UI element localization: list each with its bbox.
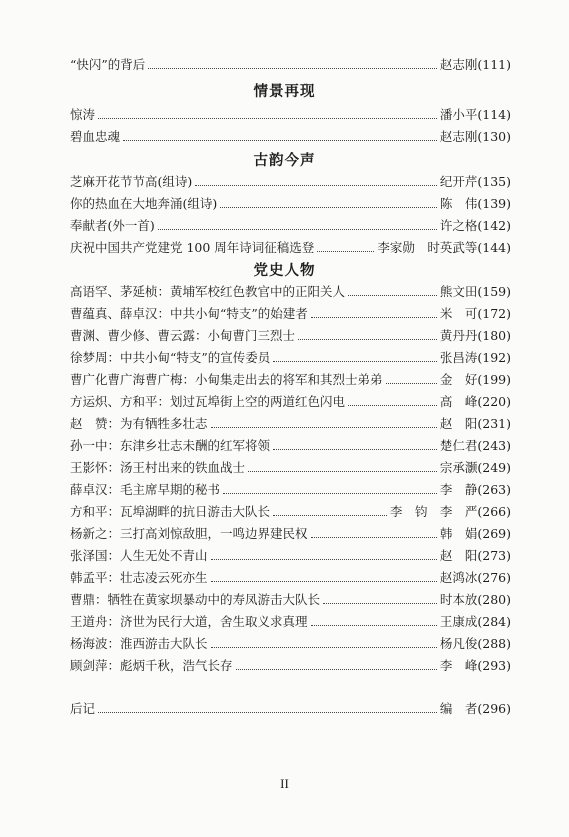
leader-dots [311,625,437,626]
toc-entry-title: 杨海波：淮西游击大队长 [70,636,208,651]
toc-entry-author-page: 赵 阳(273) [439,548,511,563]
leader-dots [323,603,437,604]
toc-entry-title: 王道舟：济世为民行大道，舍生取义求真理 [70,614,308,629]
section-heading: 情景再现 [253,83,316,100]
toc-entry-author-page: 编 者(296) [439,701,511,716]
section-heading: 古韵今声 [253,152,316,169]
toc-entry-author-page: 李 静(263) [439,482,511,497]
toc-entry-title: 方和平：瓦埠湖畔的抗日游击大队长 [70,504,271,519]
toc-entry[interactable] [70,214,511,234]
toc-entry-title: 王影怀：汤王村出来的铁血战士 [70,460,246,475]
toc-entry-title: 杨新之：三打高刘惊敌胆，一鸣边界建民权 [70,526,308,541]
toc-entry[interactable] [70,588,511,608]
toc-entry[interactable] [70,456,511,476]
toc-entry-author-page: 赵鸿冰(276) [439,570,511,585]
toc-entry[interactable] [70,302,511,322]
toc-entry[interactable] [70,368,511,388]
toc-entry-title: 曹渊、曹少修、曹云露：小甸曹门三烈士 [70,328,296,343]
toc-entry-author-page: 时本放(280) [439,592,511,607]
toc-entry[interactable] [70,610,511,630]
toc-entry-author-page: 金 好(199) [439,372,511,387]
leader-dots [298,339,437,340]
toc-entry[interactable] [70,697,511,717]
leader-dots [248,471,437,472]
leader-dots [273,361,437,362]
leader-dots [195,185,437,186]
leader-dots [317,251,374,252]
toc-entry[interactable] [70,192,511,212]
page-number: II [280,776,289,791]
toc-entry-author-page: 熊文田(159) [439,284,511,299]
leader-dots [211,427,437,428]
toc-entry-author-page: 赵志刚(130) [439,129,511,144]
toc-entry-author-page: 杨凡俊(288) [439,636,511,651]
toc-entry[interactable] [70,566,511,586]
leader-dots [348,405,437,406]
toc-entry[interactable] [70,434,511,454]
toc-entry[interactable] [70,478,511,498]
toc-entry-title: 顾剑萍：彪炳千秋，浩气长存 [70,658,233,673]
leader-dots [236,669,437,670]
toc-entry-title: 惊涛 [70,107,96,122]
toc-entry-author-page: 李 钧 李 严(266) [389,504,511,519]
toc-entry[interactable] [70,324,511,344]
leader-dots [220,207,437,208]
toc-entry[interactable] [70,53,511,73]
toc-entry-author-page: 米 可(172) [439,306,511,321]
toc-entry-author-page: 韩 娟(269) [439,526,511,541]
toc-entry-author-page: 张昌涛(192) [439,350,511,365]
toc-entry[interactable] [70,522,511,542]
toc-entry[interactable] [70,500,511,520]
toc-entry[interactable] [70,170,511,190]
leader-dots [211,647,437,648]
toc-entry-title: “快闪”的背后 [70,57,146,72]
toc-entry-author-page: 许之格(142) [439,218,511,233]
toc-entry-title: 徐梦周：中共小甸“特支”的宣传委员 [70,350,271,365]
toc-entry-author-page: 黄丹丹(180) [439,328,511,343]
leader-dots [311,317,437,318]
toc-entry-title: 曹鼎：牺牲在黄家坝暴动中的寿凤游击大队长 [70,592,321,607]
toc-entry-title: 奉献者(外一首) [70,218,155,233]
toc-entry-title: 薛卓汉：毛主席早期的秘书 [70,482,221,497]
toc-entry-title: 赵 赞：为有牺牲多壮志 [70,416,208,431]
leader-dots [223,493,437,494]
toc-entry[interactable] [70,544,511,564]
toc-entry-title: 碧血忠魂 [70,129,121,144]
toc-entry[interactable] [70,280,511,300]
leader-dots [148,68,437,69]
toc-entry-title: 曹广化曹广海曹广梅：小甸集走出去的将军和其烈士弟弟 [70,372,383,387]
leader-dots [211,581,437,582]
toc-entry-author-page: 楚仁君(243) [439,438,511,453]
toc-entry-title: 曹蕴真、薛卓汉：中共小甸“特支”的始建者 [70,306,308,321]
toc-entry-title: 孙一中：东津乡壮志未酬的红军将领 [70,438,271,453]
toc-entry-author-page: 宗承灏(249) [439,460,511,475]
leader-dots [311,537,437,538]
leader-dots [211,559,437,560]
leader-dots [348,295,437,296]
toc-entry[interactable] [70,103,511,123]
toc-entry-title: 韩孟平：壮志凌云死亦生 [70,570,208,585]
toc-entry-author-page: 李 峰(293) [439,658,511,673]
toc-entry[interactable] [70,412,511,432]
leader-dots [158,229,437,230]
toc-entry-title: 后记 [70,701,96,716]
leader-dots [98,712,437,713]
toc-entry[interactable] [70,346,511,366]
toc-entry-author-page: 李家勋 时英武等(144) [377,240,511,255]
toc-entry[interactable] [70,125,511,145]
toc-entry-author-page: 赵志刚(111) [439,57,511,72]
toc-entry-author-page: 陈 伟(139) [439,196,511,211]
toc-entry-author-page: 潘小平(114) [439,107,511,122]
toc-entry[interactable] [70,654,511,674]
toc-entry-title: 方运炽、方和平：划过瓦埠街上空的两道红色闪电 [70,394,346,409]
toc-entry-title: 张泽国：人生无处不青山 [70,548,208,563]
leader-dots [98,118,437,119]
section-heading: 党史人物 [253,262,316,279]
leader-dots [123,140,437,141]
toc-entry-author-page: 高 峰(220) [439,394,511,409]
toc-entry-author-page: 赵 阳(231) [439,416,511,431]
toc-entry-title: 高语罕、茅延桢：黄埔军校红色教官中的正阳关人 [70,284,346,299]
leader-dots [273,449,437,450]
toc-entry-title: 庆祝中国共产党建党 100 周年诗词征稿选登 [70,240,315,255]
toc-entry-author-page: 纪开芹(135) [439,174,511,189]
toc-entry-title: 你的热血在大地奔涌(组诗) [70,196,218,211]
toc-entry[interactable] [70,632,511,652]
toc-entry[interactable] [70,390,511,410]
leader-dots [273,515,387,516]
leader-dots [386,383,437,384]
toc-entry-author-page: 王康成(284) [439,614,511,629]
toc-entry[interactable] [70,236,511,256]
toc-entry-title: 芝麻开花节节高(组诗) [70,174,193,189]
